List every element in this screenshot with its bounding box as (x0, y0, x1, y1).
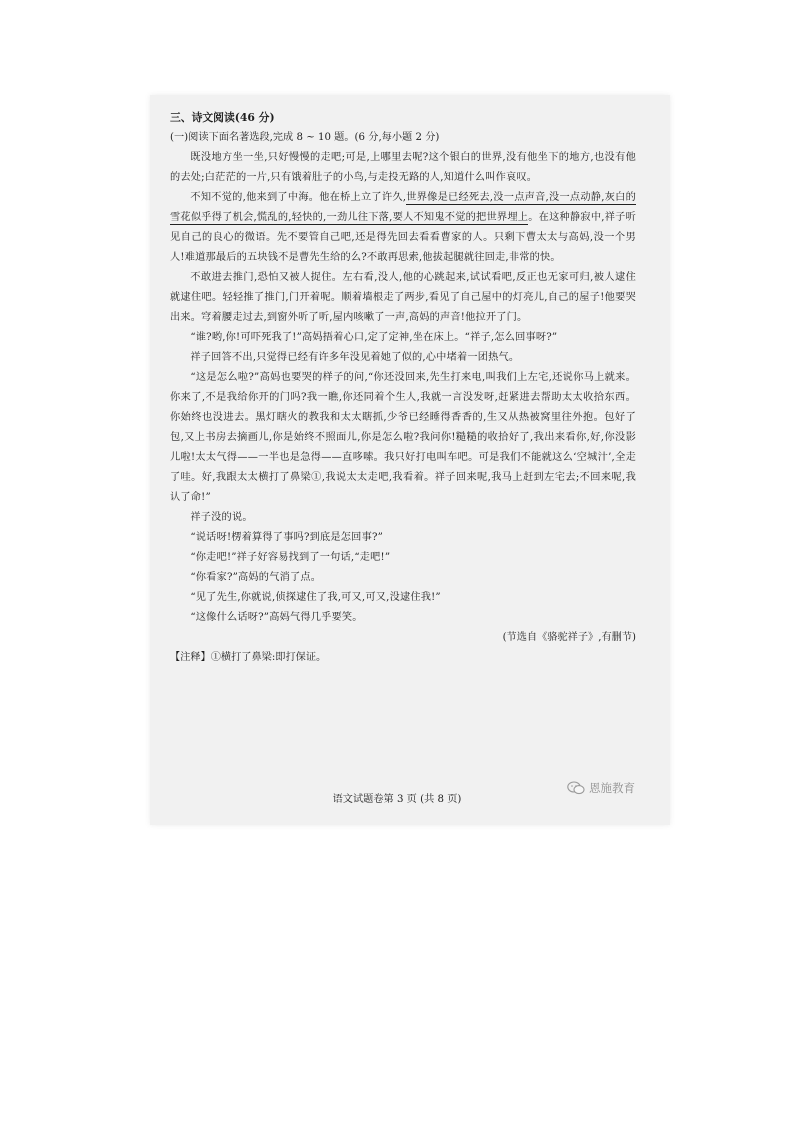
source-citation: (节选自《骆驼祥子》,有删节) (502, 632, 636, 643)
passage-paragraph-3: 不敢进去推门,恐怕又被人捉住。左右看,没人,他的心跳起来,试试看吧,反正也无家可归,被人逮住就逮住吧。轻轻推了推门,门开着呢。顺着墙根走了两步,看见了自己屋中的灯亮儿,自己的屋子!他要哭出来。穹着腰走过去,到窗外听了听,屋内咳嗽了一声,高妈的声音!他拉开了门。 (170, 272, 636, 323)
underlined-sentence: 世界像是已经死去,没一点声音,没一点动静,灰白的雪花似乎得了机会,慌乱的,轻快的,一劲儿往下落,要人不知鬼不觉的把世界埋上 (170, 192, 637, 223)
passage-paragraph-1: 既没地方坐一坐,只好慢慢的走吧;可是,上哪里去呢?这个银白的世界,没有他坐下的地方,也没有他的去处;白茫茫的一片,只有饿着肚子的小鸟,与走投无路的人,知道什么叫作哀叹。 (170, 152, 636, 183)
watermark-text: 恩施教育 (589, 781, 635, 795)
passage-paragraph-9: “你走吧!”祥子好容易找到了一句话,“走吧!” (190, 552, 391, 563)
passage-paragraph-6: “这是怎么啦?”高妈也要哭的样子的问,“你还没回来,先生打来电,叫我们上左宅,还说你马上就来。你来了,不是我给你开的门吗?我一瞧,你还同着个生人,我就一言没发呀,赶紧进去帮助太太收拾东西。你始终也没进去。黑灯瞎火的教我和太太瞎抓,少爷已经睡得香香的,生又从热被窝里往外抱。包好了包,又上书房去摘画儿,你是始终不照面儿,你是怎么啦?我问你!糙糙的收拾好了,我出来看你,好,你没影儿啦!太太气得——一半也是急得——直哆嗦。我只好打电叫车吧。可是我们不能就这么‘空城汁’,全走了哇。好,我跟太太横打了鼻梁①,我说太太走吧,我看着。祥子回来呢,我马上赶到左宅去;不回来呢,我认了命!” (170, 372, 636, 503)
passage-paragraph-4: “谁?哟,你!可吓死我了!”高妈捂着心口,定了定神,坐在床上。“祥子,怎么回事呀?” (190, 332, 558, 343)
passage-paragraph-12: “这像什么话呀?”高妈气得几乎要笑。 (190, 612, 363, 623)
paragraph-2-text-b: 。在这种静寂中,祥子听见自己的良心的微语。先不要管自己吧,还是得先回去看看曹家的人。只剩下曹太太与高妈,没一个男人!难道那最后的五块钱不是曹先生给的么?不敢再思索,他拔起腿就往回走,非常的快。 (170, 212, 637, 263)
watermark (567, 780, 635, 796)
section-title: 三、诗文阅读(46 分) (170, 111, 275, 124)
passage-paragraph-10: “你看家?”高妈的气消了点。 (190, 572, 322, 583)
passage-paragraph-7: 祥子没的说。 (190, 512, 253, 523)
footnote: 【注释】①横打了鼻梁:即打保证。 (170, 652, 327, 663)
wechat-icon (567, 781, 585, 795)
paragraph-2-text-a: 不知不觉的,他来到了中海。他在桥上立了许久, (190, 192, 407, 203)
exam-content (170, 108, 636, 668)
passage-paragraph-5: 祥子回答不出,只觉得已经有许多年没见着她了似的,心中堵着一团热气。 (190, 352, 520, 363)
passage-paragraph-8: “说话呀!楞着算得了事吗?到底是怎回事?” (190, 532, 384, 543)
question-instructions: (一)阅读下面名著选段,完成 8 ~ 10 题。(6 分,每小题 2 分) (170, 132, 440, 143)
passage-paragraph-2 (170, 188, 636, 268)
page-footer: 语文试题卷第 3 页 (共 8 页) (332, 794, 462, 805)
passage-paragraph-11: “见了先生,你就说,侦探逮住了我,可又,可又,没逮住我!” (190, 592, 441, 603)
